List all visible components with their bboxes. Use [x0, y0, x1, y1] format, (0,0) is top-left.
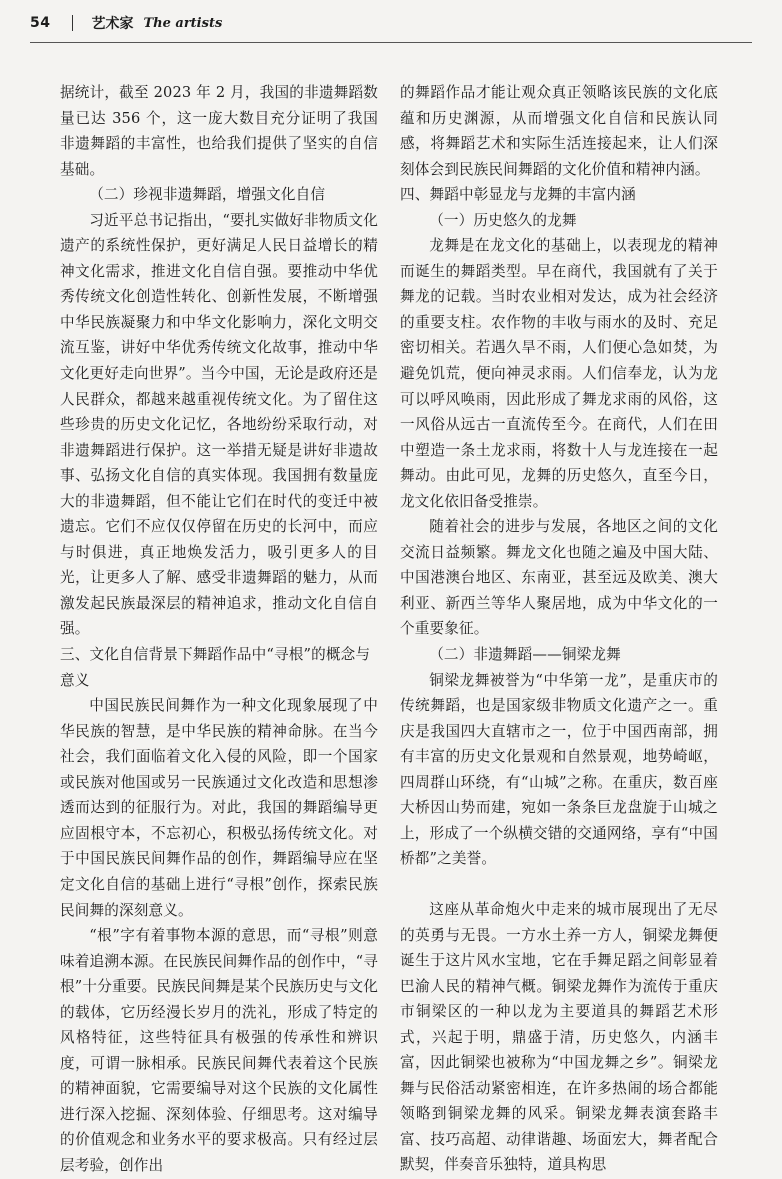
journal-title-en: The artists [143, 15, 223, 31]
subsection-heading: （二）珍视非遗舞蹈，增强文化自信 [89, 186, 326, 204]
header-divider [72, 15, 73, 31]
paragraph: 据统计，截至 2023 年 2 月，我国的非遗舞蹈数量已达 356 个，这一庞大数目充分证明了我国非遗舞蹈的丰富性，也给我们提供了坚实的自信基础。 [60, 84, 378, 178]
paragraph: 龙舞是在龙文化的基础上，以表现龙的精神而诞生的舞蹈类型。早在商代，我国就有了关于舞龙的记载。当时农业相对发达，成为社会经济的重要支柱。农作物的丰收与雨水的及时、充足密切相关。若遇久旱不雨，人们便心急如焚，为避免饥荒，便向神灵求雨。人们信奉龙，认为龙可以呼风唤雨，因此形成了舞龙求雨的风俗，这一风俗从远古一直流传至今。在商代，人们在田中塑造一条土龙求雨，将数十人与龙连接在一起舞动。由此可见，龙舞的历史悠久，直至今日，龙文化依旧备受推崇。 [400, 237, 718, 510]
paragraph: 随着社会的进步与发展，各地区之间的文化交流日益频繁。舞龙文化也随之遍及中国大陆、中国港澳台地区、东南亚，甚至远及欧美、澳大利亚、新西兰等华人聚居地，成为中华文化的一个重要象征。 [400, 518, 718, 638]
journal-title-cn: 艺术家 [91, 16, 134, 32]
subsection-heading: （二）非遗舞蹈——铜梁龙舞 [429, 646, 621, 664]
paragraph: 铜梁龙舞被誉为“中华第一龙”，是重庆市的传统舞蹈，也是国家级非物质文化遗产之一。重庆是我国四大直辖市之一，位于中国西南部，拥有丰富的历史文化景观和自然景观，地势崎岖，四周群山环绕，有“山城”之称。在重庆，数百座大桥因山势而建，宛如一条条巨龙盘旋于山城之上，形成了一个纵横交错的交通网络，享有“中国桥都”之美誉。 [400, 671, 718, 868]
paragraph: “根”字有着事物本源的意思，而“寻根”则意味着追溯本源。在民族民间舞作品的创作中，“寻根”十分重要。民族民间舞是某个民族历史与文化的载体，它历经漫长岁月的洗礼，形成了特定的风格特征，这些特征具有极强的传承性和辨识度，可谓一脉相承。民族民间舞代表着这个民族的精神面貌，它需要编导对这个民族的文化属性进行深入挖掘、深刻体验、仔细思考。这对编导的价值观念和业务水平的要求极高。只有经过层层考验，创作出 [60, 927, 378, 1174]
header-rule [30, 42, 752, 43]
right-column [400, 80, 718, 1178]
paragraph: 这座从革命炮火中走来的城市展现出了无尽的英勇与无畏。一方水土养一方人，铜梁龙舞便诞生于这片风水宝地，它在手舞足蹈之间彰显着巴渝人民的精神气概。铜梁龙舞作为流传于重庆市铜梁区的一种以龙为主要道具的舞蹈艺术形式，兴起于明，鼎盛于清，历史悠久，内涵丰富，因此铜梁也被称为“中国龙舞之乡”。铜梁龙舞与民俗活动紧密相连，在许多热闹的场合都能领略到铜梁龙舞的风采。铜梁龙舞表演套路丰富、技巧高超、动律谐趣、场面宏大，舞者配合默契，伴奏音乐独特，道具构思 [400, 900, 718, 1174]
paragraph-gap [400, 872, 718, 897]
paragraph: 中国民族民间舞作为一种文化现象展现了中华民族的智慧，是中华民族的精神命脉。在当今社会，我们面临着文化入侵的风险，即一个国家或民族对他国或另一民族通过文化改造和思想渗透而达到的征服行为。对此，我国的舞蹈编导更应固根守本，不忘初心，积极弘扬传统文化。对于中国民族民间舞作品的创作，舞蹈编导应在坚定文化自信的基础上进行“寻根”创作，探索民族民间舞的深刻意义。 [60, 697, 378, 919]
paragraph: 的舞蹈作品才能让观众真正领略该民族的文化底蕴和历史渊源，从而增强文化自信和民族认同感，将舞蹈艺术和实际生活连接起来，让人们深刻体会到民族民间舞蹈的文化价值和精神内涵。 [400, 84, 718, 178]
page-number: 54 [30, 15, 51, 31]
left-column [60, 80, 378, 1179]
page-header [30, 8, 222, 38]
section-heading: 三、文化自信背景下舞蹈作品中“寻根”的概念与意义 [60, 646, 371, 689]
paragraph: 习近平总书记指出，“要扎实做好非物质文化遗产的系统性保护，更好满足人民日益增长的精神文化需求，推进文化自信自强。要推动中华优秀传统文化创造性转化、创新性发展，不断增强中华民族凝聚力和中华文化影响力，深化文明交流互鉴，讲好中华优秀传统文化故事，推动中华文化更好走向世界”。当今中国，无论是政府还是人民群众，都越来越重视传统文化。为了留住这些珍贵的历史文化记忆，各地纷纷采取行动，对非遗舞蹈进行保护。这一举措无疑是讲好非遗故事、弘扬文化自信的真实体现。我国拥有数量庞大的非遗舞蹈，但不能让它们在时代的变迁中被遗忘。它们不应仅仅停留在历史的长河中，而应与时俱进，真正地焕发活力，吸引更多人的目光，让更多人了解、感受非遗舞蹈的魅力，从而激发起民族最深层的精神追求，推动文化自信自强。 [60, 211, 378, 638]
subsection-heading: （一）历史悠久的龙舞 [429, 211, 577, 229]
section-heading: 四、舞蹈中彰显龙与龙舞的丰富内涵 [400, 186, 636, 204]
